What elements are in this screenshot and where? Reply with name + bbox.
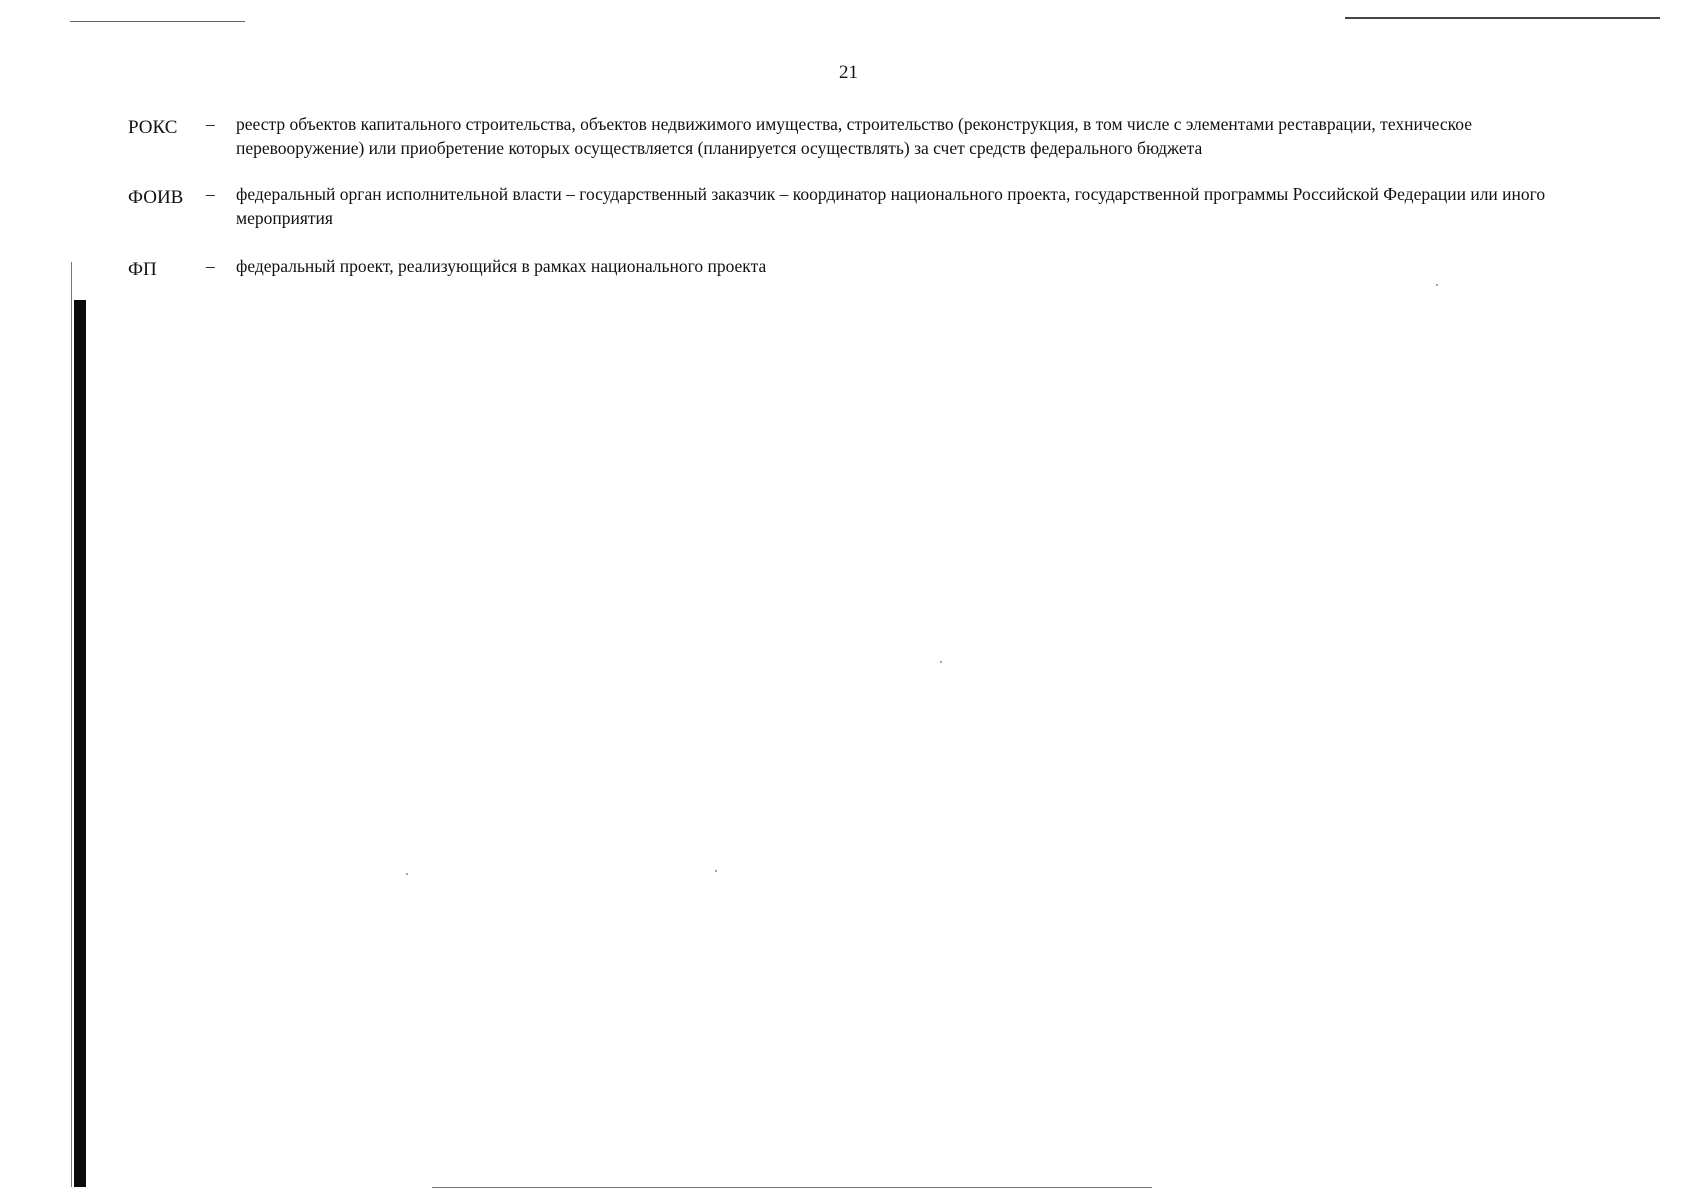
- scan-edge-top-left: [70, 21, 245, 22]
- glossary-entry-roks: [128, 112, 1588, 160]
- glossary-abbr: ФОИВ: [128, 187, 184, 208]
- scan-speck: [715, 870, 717, 872]
- page-number: 21: [839, 62, 858, 83]
- glossary-entry-fp: [128, 254, 1588, 282]
- glossary-abbr: ФП: [128, 259, 157, 280]
- scan-edge-top-right: [1345, 17, 1660, 19]
- glossary-abbr: РОКС: [128, 117, 178, 138]
- scan-speck: [1436, 284, 1438, 286]
- scan-edge-left-thin: [71, 262, 72, 1187]
- abbreviation-glossary: [128, 112, 1588, 282]
- glossary-dash: –: [206, 114, 215, 134]
- glossary-definition: реестр объектов капитального строительства, объектов недвижимого имущества, строительство (реконструкция, в том числе с элементами реставрации, техническое перевооружение) или приобретение которых осуществляется (планируется осуществлять) за счет средств федерального бюджета: [236, 114, 1472, 158]
- glossary-definition: федеральный проект, реализующийся в рамках национального проекта: [236, 256, 767, 276]
- scan-edge-left-bar: [74, 300, 86, 1187]
- scan-speck: [940, 661, 942, 663]
- scan-speck: [406, 873, 408, 875]
- glossary-definition: федеральный орган исполнительной власти – государственный заказчик – координатор национального проекта, государственной программы Российской Федерации или иного мероприятия: [236, 184, 1546, 228]
- glossary-dash: –: [206, 256, 215, 276]
- glossary-dash: –: [206, 184, 215, 204]
- glossary-entry-foiv: [128, 182, 1588, 230]
- scan-edge-bottom: [432, 1187, 1152, 1188]
